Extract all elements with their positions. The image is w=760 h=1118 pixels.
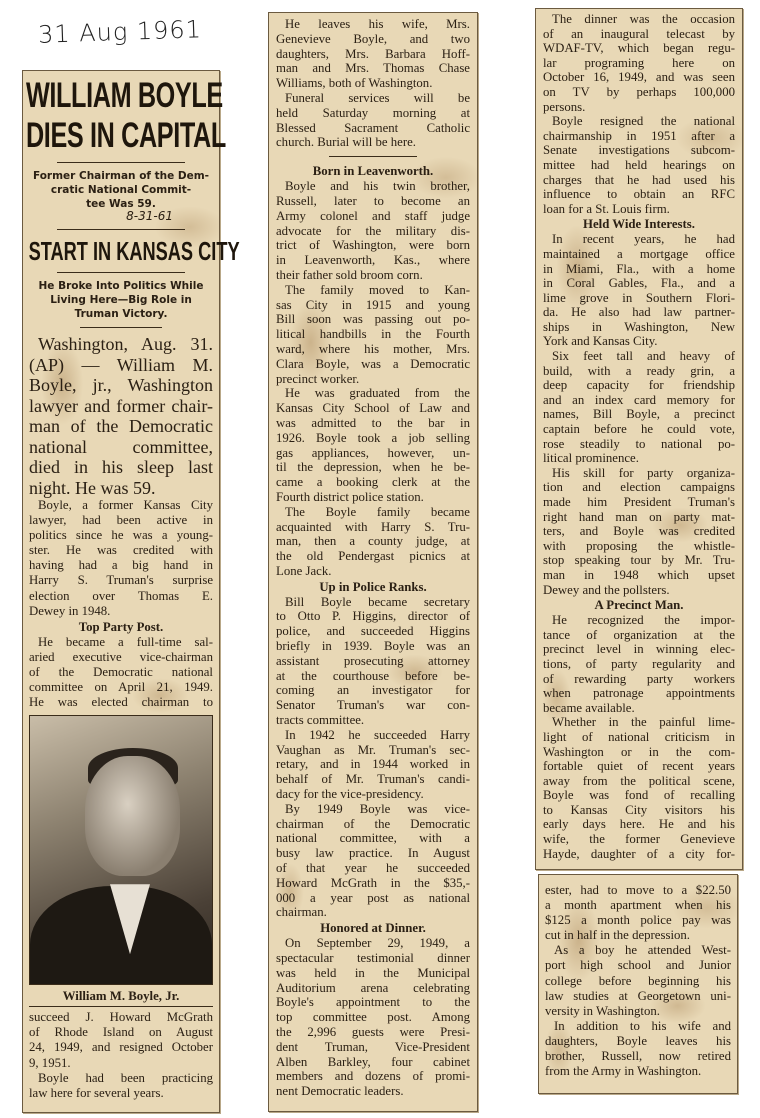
text-line: (AP) — William M. [29, 354, 213, 375]
paragraph [276, 595, 470, 728]
text-line: WDAF-TV, which began regu- [543, 41, 735, 56]
text-line: charges that he had used his [543, 172, 735, 187]
text-line: precinct worker. [276, 371, 360, 386]
text-line: light of national criticism in [543, 729, 735, 744]
text-line: right hand man on party mat- [543, 509, 735, 524]
text-line: build, with a ready grin, a [543, 363, 735, 378]
text-line: briefly in 1939. Boyle was an [276, 639, 470, 654]
headline: DIES IN CAPITAL [25, 116, 226, 155]
text-line: names, Bill Boyle, a precinct [543, 407, 735, 422]
paragraph [276, 936, 470, 1099]
text-line: acquainted with Harry S. Tru- [276, 519, 470, 534]
text-line: coming an investigator for [276, 683, 470, 698]
text-line: Boyle, jr., Washington [29, 375, 213, 395]
paragraph [276, 17, 470, 91]
text-line: night. He was 59. [29, 477, 156, 498]
text-line: the 2,996 guests were Presi- [276, 1025, 470, 1039]
paragraph [276, 386, 470, 504]
text-line: ters, and Boyle was credited [543, 524, 735, 539]
text-line: chairmanship in 1951 after a [543, 128, 735, 143]
text-line: He was graduated from the [285, 386, 470, 401]
text-line: Lone Jack. [276, 563, 332, 578]
text-line: In 1942 he succeeded Harry [285, 727, 470, 742]
text-line: litical handbills in the Fourth [276, 327, 470, 342]
text-line: spectacular testimonial dinner [276, 951, 470, 966]
text-line: October 16, 1949, and was seen [543, 70, 735, 85]
text-line: church. Burial will be here. [276, 135, 417, 150]
text-line: Boyle and his twin brother, [285, 179, 470, 194]
paragraph [276, 802, 470, 920]
text-line: in Leavenworth, Kas., where [276, 253, 470, 268]
text-line: stop speaking tour by Mr. Tru- [543, 553, 735, 568]
text-line: nent Democratic leaders. [276, 1084, 404, 1099]
text-line: aried executive vice-chairman [29, 649, 213, 664]
text-line: ward, where his mother, Mrs. [276, 341, 470, 356]
text-line: lar programing here on [543, 55, 735, 70]
text-line: tion and election campaigns [543, 480, 735, 495]
paragraph [545, 943, 731, 1018]
paragraph [29, 635, 213, 710]
paragraph [543, 613, 735, 715]
paragraph [276, 728, 470, 802]
subheadline: START IN KANSAS CITY [28, 236, 240, 266]
paragraph [29, 1071, 213, 1101]
text-line: precinct level in winning elec- [543, 642, 735, 657]
paragraph [543, 466, 735, 597]
text-line: 1926. Boyle took a job selling [276, 430, 470, 445]
divider-rule [57, 272, 186, 273]
section-heading: Up in Police Ranks. [319, 579, 427, 594]
text-line: Boyle, a former Kansas City [38, 498, 213, 512]
text-line: da. He also had law partner- [543, 305, 735, 320]
text-line: a month apartment when his [545, 898, 731, 913]
text-line: in Miami, Fla., with a home [543, 261, 735, 276]
text-line: was held in the Municipal [276, 965, 470, 980]
text-line: captain before he could vote, [543, 422, 735, 437]
text-line: held Saturday morning at [276, 105, 470, 120]
text-line: Russell, later to become an [276, 193, 470, 208]
paragraph [276, 179, 470, 283]
text-line: their father sold broom corn. [276, 267, 423, 282]
text-line: Boyle was fond of recalling [543, 788, 735, 803]
text-line: Boyle's appointment to the [276, 995, 470, 1010]
text-line: Hayde, daughter of a city for- [543, 846, 735, 861]
text-line: Harry S. Truman's surprise [29, 573, 213, 588]
deck-line: tee Was 59. [86, 198, 156, 210]
text-line: away from the political scene, [543, 773, 735, 788]
text-line: of that year he succeeded [276, 861, 470, 876]
text-line: came a booking clerk at the [276, 475, 470, 490]
text-line: early days here. He and his [543, 817, 735, 832]
text-line: 24, 1949, and resigned October [29, 1040, 213, 1055]
text-line: til the depression, when he be- [276, 460, 470, 475]
paragraph [276, 91, 470, 150]
text-line: politics since he was a young- [29, 528, 213, 543]
text-line: of rewarding party workers [543, 671, 735, 686]
photo-caption: William M. Boyle, Jr. [29, 988, 213, 1007]
text-line: lime grove in Southern Flori- [543, 290, 735, 305]
text-line: Army colonel and staff judge [276, 208, 470, 223]
text-line: when patronage appointments [543, 686, 735, 701]
text-line: became available. [543, 700, 635, 715]
deck-line: Living Here—Big Role in [50, 294, 192, 306]
text-line: wife, the former Genevieve [543, 832, 735, 847]
text-line: The dinner was the occasion [552, 12, 735, 26]
text-line: law here for several years. [29, 1085, 164, 1100]
text-line: $125 a month police pay was [545, 913, 731, 928]
deck-summary [29, 279, 213, 321]
text-line: mittee had held hearings on [543, 157, 735, 172]
text-line: ster. He was credited with [29, 543, 213, 558]
text-line: of Rhode Island on August [29, 1025, 213, 1040]
portrait-head [85, 756, 180, 876]
text-line: He recognized the impor- [552, 613, 735, 628]
text-line: members and dozens of promi- [276, 1069, 470, 1084]
text-line: In recent years, he had [552, 232, 735, 247]
text-line: 000 a year post as national [276, 890, 470, 905]
text-line: national committee, with a [276, 831, 470, 846]
text-line: of the Democratic national [29, 664, 213, 679]
text-line: port high school and Junior [545, 958, 731, 973]
text-line: In addition to his wife and [554, 1018, 731, 1033]
text-line: to Otto P. Higgins, director of [276, 609, 470, 624]
text-line: Fourth district police station. [276, 489, 424, 504]
text-line: loan for a St. Louis firm. [543, 201, 670, 216]
text-line: 9, 1951. [29, 1055, 71, 1070]
clipping-column-1 [22, 70, 240, 1113]
text-line: Dewey and the pollsters. [543, 582, 670, 597]
divider-rule [329, 156, 416, 157]
paragraph [543, 114, 735, 216]
text-line: advocate for the military dis- [276, 223, 470, 238]
handwritten-date: 8-31-61 [126, 209, 173, 223]
text-line: Washington, Aug. 31. [38, 334, 213, 354]
text-line: with proposing the whistle- [543, 538, 735, 553]
text-line: tions, of party regularity and [543, 656, 735, 671]
paragraph [543, 715, 735, 861]
paragraph [276, 505, 470, 579]
text-line: assistant prosecuting attorney [276, 653, 470, 668]
text-line: He became a full-time sal- [38, 634, 213, 649]
deck-line: Truman Victory. [74, 308, 168, 320]
divider-rule [57, 229, 186, 230]
text-line: Whether in the painful lime- [552, 715, 735, 730]
text-line: election over Thomas E. [29, 588, 213, 603]
text-line: His skill for party organiza- [552, 465, 735, 480]
handwritten-date-note: 31 Aug 1961 [37, 15, 203, 49]
text-line: chairman of the Democratic [276, 816, 470, 831]
text-line: Blessed Sacrament Catholic [276, 120, 470, 135]
text-line: He was elected chairman to [29, 695, 213, 710]
text-line: Washington or in the com- [543, 744, 735, 759]
text-line: ships in Washington, New [543, 319, 735, 334]
clipping-column-2 [268, 12, 478, 1112]
text-line: Bill Boyle became secretary [285, 594, 470, 609]
text-line: Bill soon was passing out po- [276, 312, 470, 327]
text-line: Boyle resigned the national [552, 114, 735, 129]
text-line: made him President Truman's [543, 495, 735, 509]
text-line: rose steadily to national po- [543, 436, 735, 451]
text-line: succeed J. Howard McGrath [29, 1010, 213, 1025]
text-line: As a boy he attended West- [554, 943, 731, 958]
text-line: national committee, [29, 436, 213, 457]
clipping-column-3-bottom [538, 874, 738, 1094]
text-line: dacy for the vice-presidency. [276, 787, 424, 802]
lead-paragraph [29, 334, 213, 498]
divider-rule [80, 327, 163, 328]
text-line: Auditorium arena celebrating [276, 980, 470, 995]
text-line: busy law practice. In August [276, 846, 470, 861]
divider-rule [57, 162, 186, 163]
text-line: retary, and in 1944 worked in [276, 757, 470, 772]
text-line: of an inaugural telecast by [543, 26, 735, 41]
text-line: daughters, Boyle leaves his [545, 1033, 731, 1048]
text-line: gas appliances, however, un- [276, 445, 470, 460]
text-line: man, then a county judge, at [276, 534, 470, 549]
text-line: Dewey in 1948. [29, 603, 111, 618]
text-line: man in 1948 which upset [543, 567, 735, 582]
text-line: from the Army in Washington. [545, 1064, 702, 1079]
section-heading: A Precinct Man. [594, 598, 684, 613]
text-line: died in his sleep last [29, 457, 213, 477]
text-line: on TV by perhaps 100,000 [543, 84, 735, 99]
section-heading: Top Party Post. [78, 619, 164, 634]
section-heading: Held Wide Interests. [583, 217, 695, 232]
text-line: sas City in 1915 and young [276, 297, 470, 312]
text-line: police, and succeeded Higgins [276, 624, 470, 639]
deck-summary [29, 169, 213, 211]
text-line: Vaughan as Mr. Truman's sec- [276, 742, 470, 757]
text-line: Boyle had been practicing [38, 1070, 213, 1085]
text-line: having had a big hand in [29, 558, 213, 573]
deck-line: He Broke Into Politics While [38, 280, 204, 292]
text-line: tance of organization at the [543, 627, 735, 642]
text-line: By 1949 Boyle was vice- [285, 801, 470, 816]
text-line: persons. [543, 99, 586, 114]
text-line: On September 29, 1949, a [285, 936, 470, 951]
paragraph [29, 498, 213, 619]
text-line: Alben Barkley, four cabinet [276, 1054, 470, 1069]
deck-line: cratic National Commit- [50, 184, 192, 196]
text-line: behalf of Mr. Truman's candi- [276, 772, 470, 787]
text-line: York and Kansas City. [543, 334, 658, 349]
text-line: Howard McGrath in the $35,- [276, 875, 470, 890]
clipping-column-3-top [535, 8, 743, 870]
text-line: daughters, Mrs. Barbara Hoff- [276, 46, 470, 61]
text-line: Senate investigations subcom- [543, 143, 735, 158]
text-line: Funeral services will be [285, 90, 470, 105]
text-line: chairman. [276, 905, 327, 920]
text-line: brother, Russell, now retired [545, 1049, 731, 1064]
text-line: influence to obtain an RFC [543, 187, 735, 202]
text-line: versity in Washington. [545, 1003, 660, 1018]
text-line: to Kansas City visitors his [543, 802, 735, 817]
text-line: ester, had to move to a $22.50 [545, 883, 731, 897]
text-line: He leaves his wife, Mrs. [285, 17, 470, 31]
section-heading: Born in Leavenworth. [312, 164, 434, 179]
text-line: the old Pendergast picnics at [276, 549, 470, 564]
text-line: deep capacity for friendship [543, 378, 735, 393]
paragraph [29, 1010, 213, 1070]
text-line: in Coral Gables, Fla., and a [543, 276, 735, 291]
text-line: at the courthouse before be- [276, 668, 470, 683]
text-line: and an index card memory for [543, 392, 735, 407]
text-line: Six feet tall and heavy of [552, 349, 735, 364]
text-line: man of the Democratic [29, 416, 213, 436]
paragraph [545, 1019, 731, 1079]
text-line: man and Mrs. Thomas Chase [276, 61, 470, 76]
text-line: dent Truman, Vice-President [276, 1039, 470, 1054]
text-line: top committee post. Among [276, 1010, 470, 1025]
text-line: law studies at Georgetown uni- [545, 988, 731, 1003]
text-line: fortable quiet of recent years [543, 759, 735, 774]
paragraph [543, 349, 735, 466]
text-line: litical prominence. [543, 451, 639, 466]
text-line: Kansas City School of Law and [276, 401, 470, 416]
deck-line: Former Chairman of the Dem- [32, 170, 210, 182]
text-line: college before beginning his [545, 973, 731, 988]
paragraph [543, 12, 735, 114]
text-line: maintained a mortgage office [543, 246, 735, 261]
portrait-photo [29, 715, 213, 985]
text-line: Genevieve Boyle, and two [276, 31, 470, 46]
text-line: Senator Truman's war con- [276, 698, 470, 713]
text-line: was admitted to the bar in [276, 415, 470, 430]
text-line: trict of Washington, were born [276, 238, 470, 253]
paragraph [543, 232, 735, 349]
text-line: The Boyle family became [285, 504, 470, 519]
text-line: The family moved to Kan- [285, 282, 470, 297]
text-line: committee on April 21, 1949. [29, 680, 213, 695]
text-line: Williams, both of Washington. [276, 76, 433, 91]
paragraph [276, 283, 470, 387]
text-line: lawyer and former chair- [29, 395, 213, 416]
headline: WILLIAM BOYLE [25, 76, 223, 115]
text-line: lawyer, had been active in [29, 513, 213, 528]
paragraph [545, 883, 731, 943]
text-line: cut in half in the depression. [545, 928, 690, 943]
text-line: Clara Boyle, was a Democratic [276, 356, 470, 371]
section-heading: Honored at Dinner. [320, 921, 426, 936]
text-line: tracts committee. [276, 713, 365, 728]
